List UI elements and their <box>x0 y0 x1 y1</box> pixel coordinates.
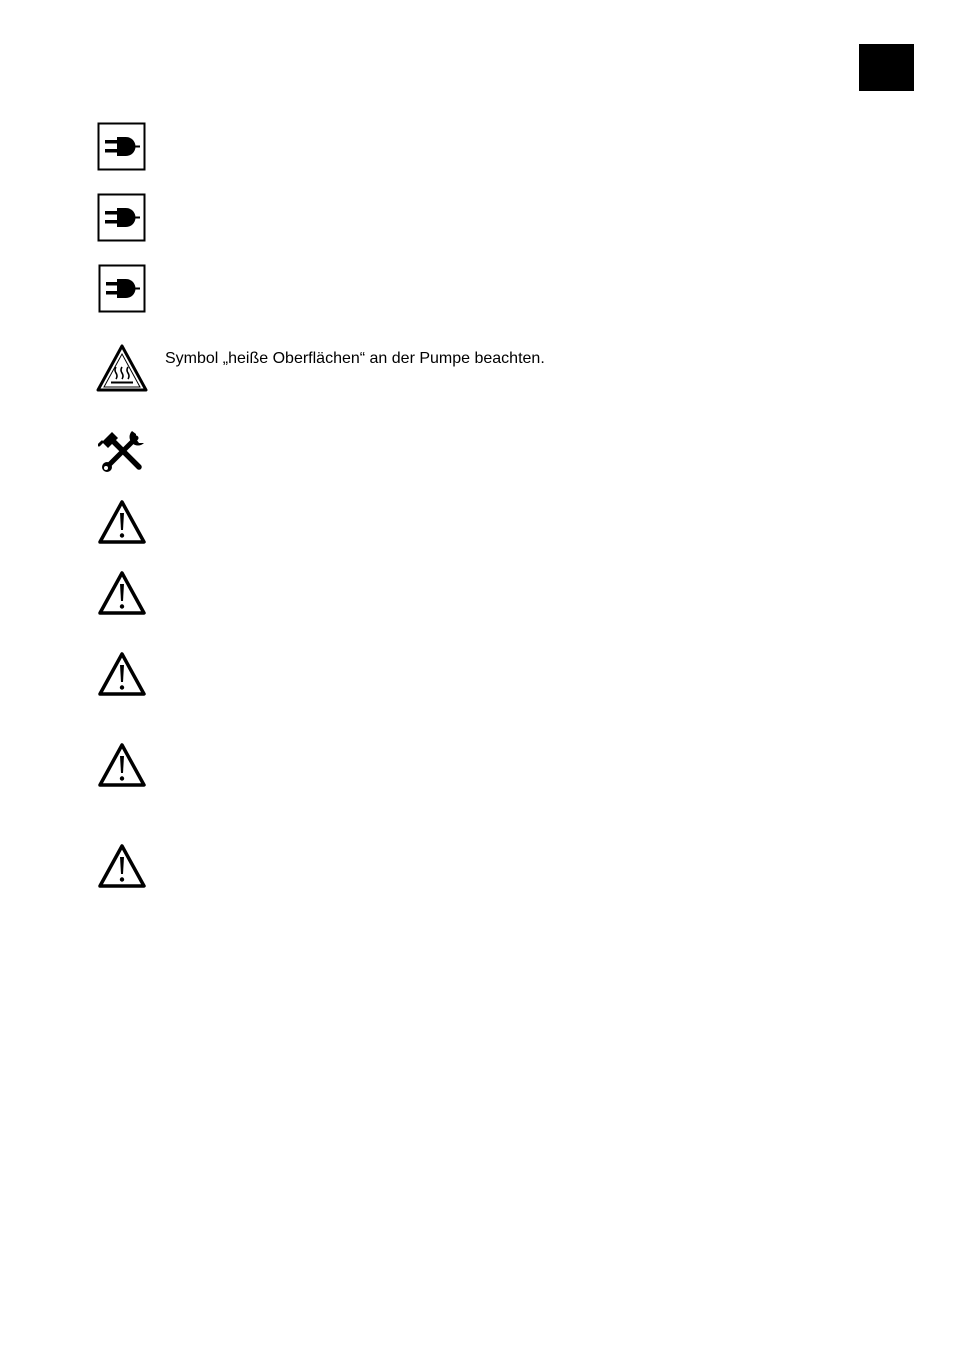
warning-icon <box>96 497 148 549</box>
hot-surface-note: Symbol „heiße Oberflächen“ an der Pumpe beachten. <box>165 350 545 367</box>
warning-icon <box>96 841 148 893</box>
plug-icon <box>96 192 148 244</box>
warning-icon <box>96 568 148 620</box>
plug-icon <box>96 263 148 315</box>
warning-icon <box>96 740 148 792</box>
tools-icon <box>98 428 148 474</box>
hot-surface-warning-icon <box>96 343 148 397</box>
warning-icon <box>96 649 148 701</box>
plug-icon <box>96 121 148 173</box>
corner-tab <box>859 44 914 91</box>
